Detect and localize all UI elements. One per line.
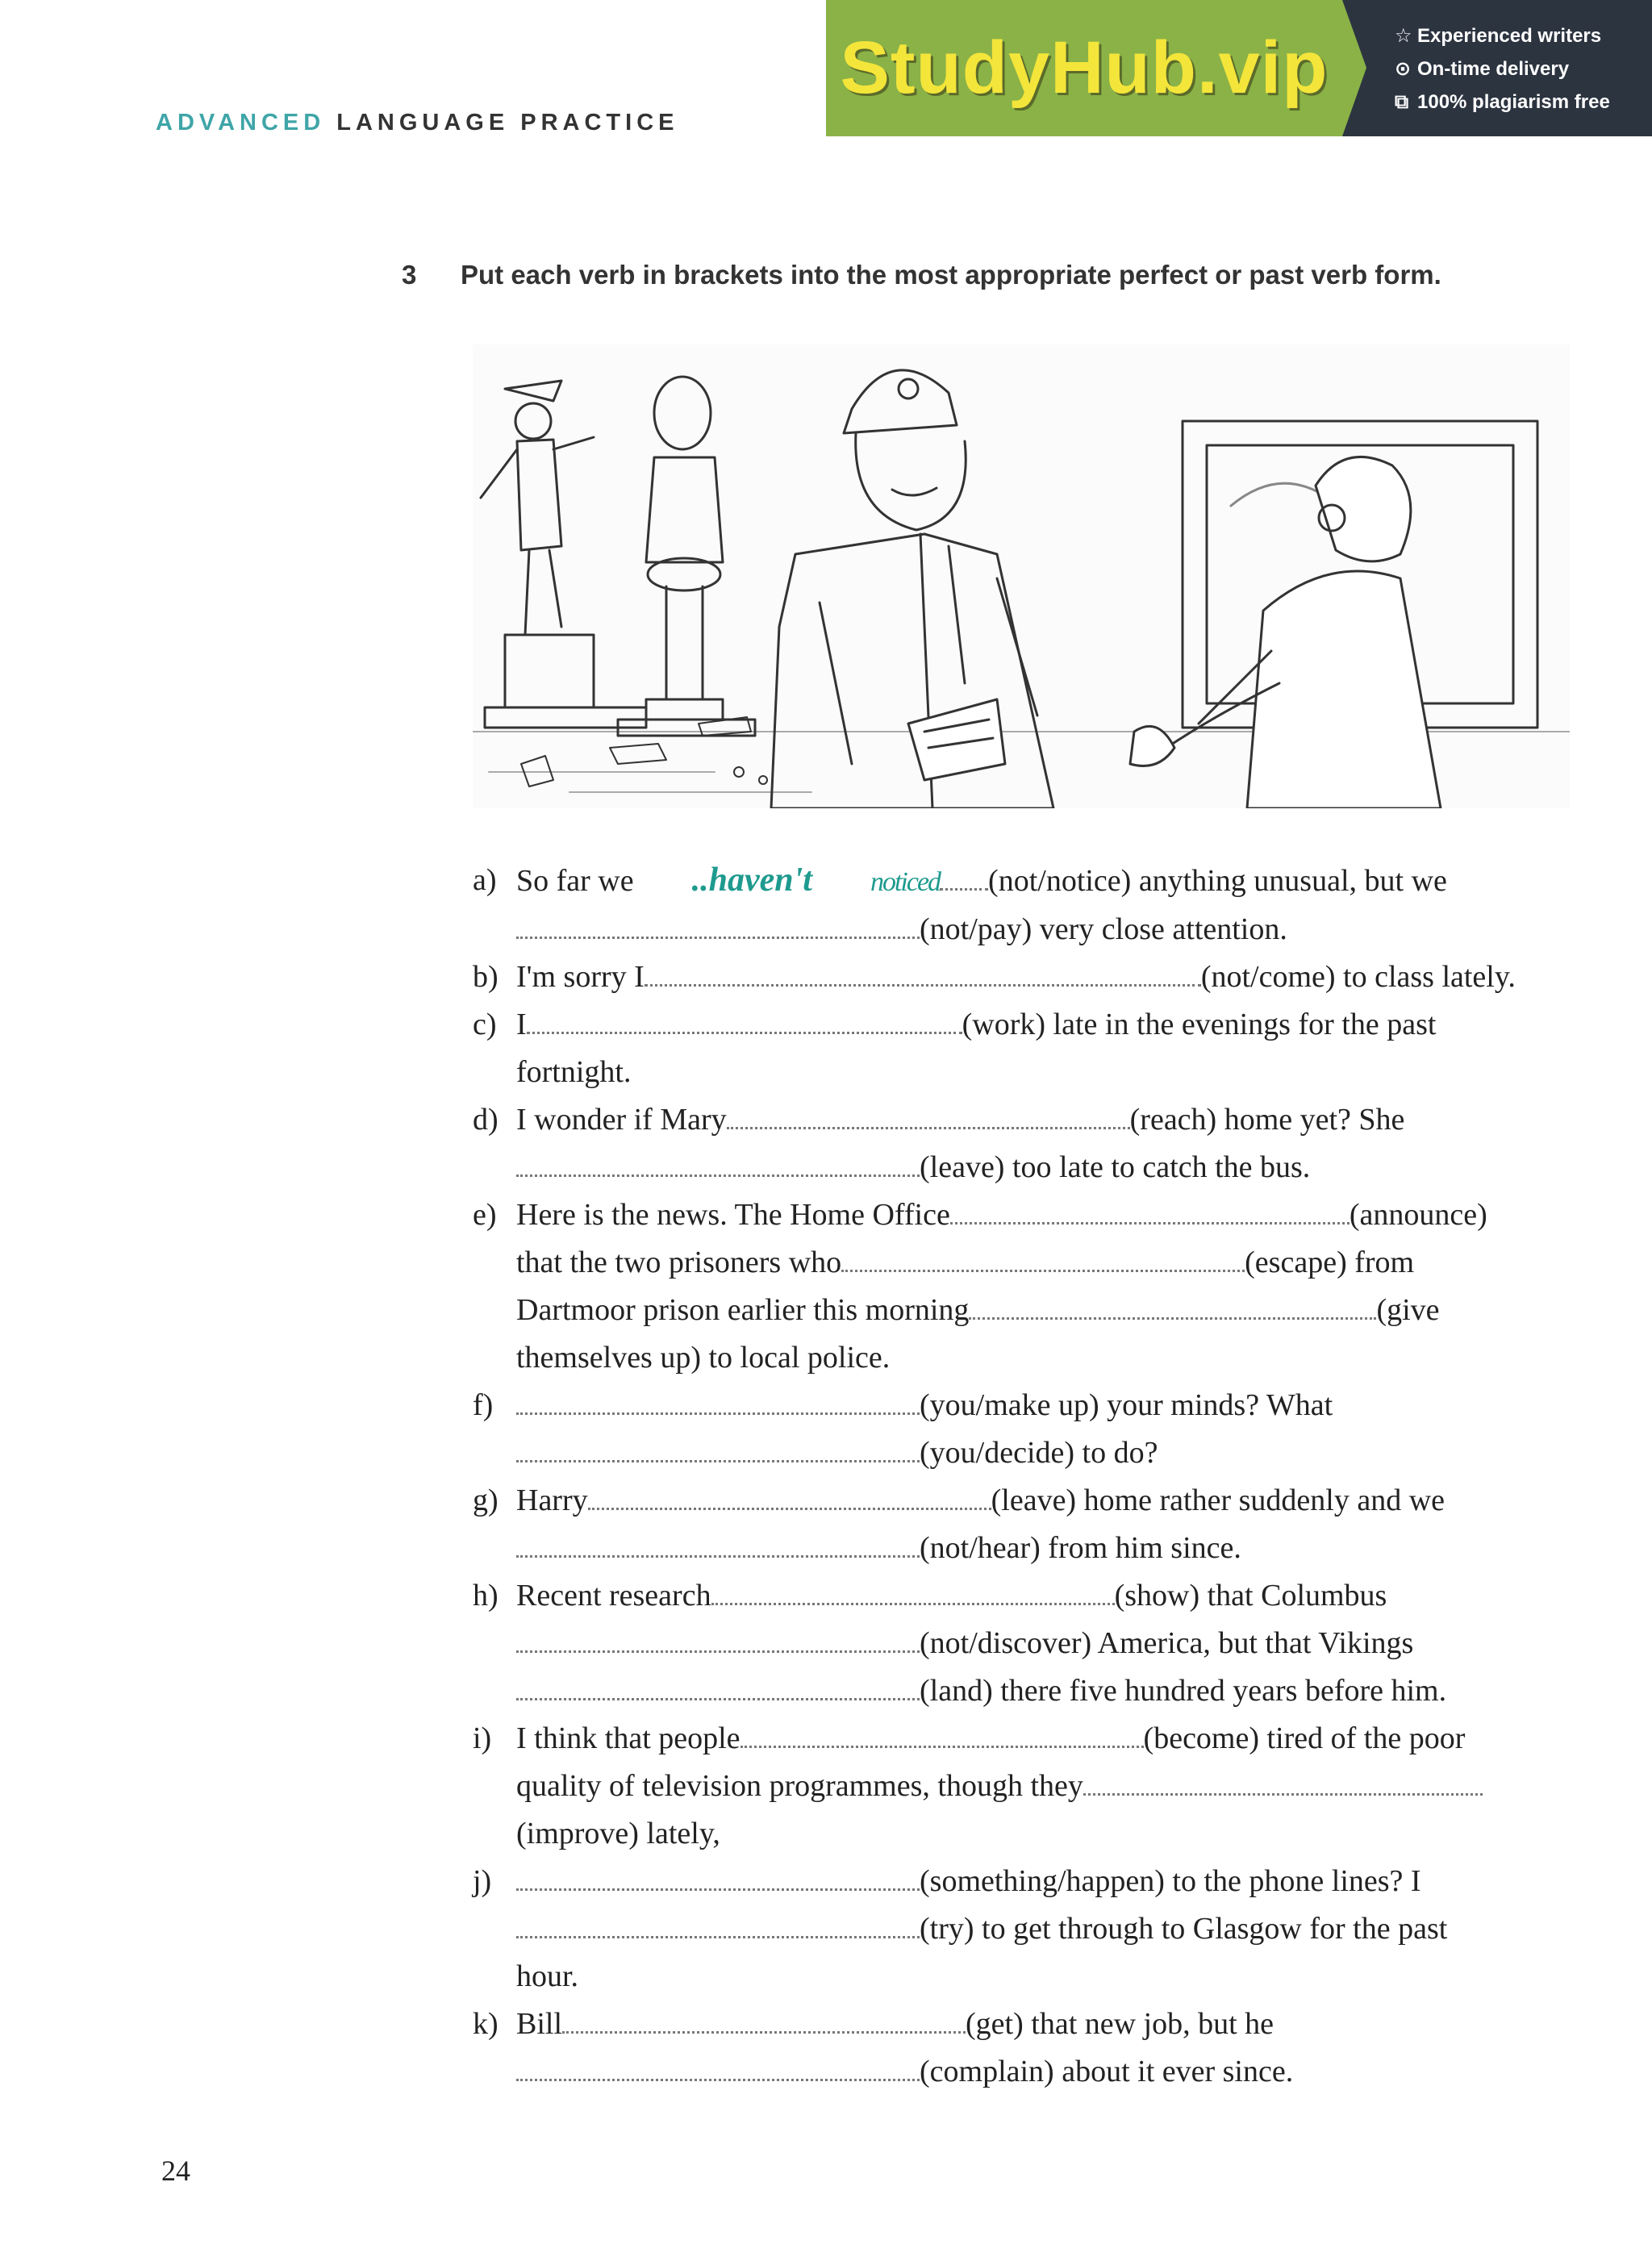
item-text: (get) that new job, but he — [966, 2007, 1274, 2041]
answer-blank[interactable] — [950, 1204, 1350, 1225]
item-text: (you/decide) to do? — [920, 1436, 1158, 1470]
item-text: (leave) home rather suddenly and we — [991, 1483, 1445, 1517]
studyhub-banner[interactable] — [826, 0, 1652, 136]
exercise-instruction: Put each verb in brackets into the most appropriate perfect or past verb form. — [461, 260, 1441, 290]
item-text: (improve) lately, — [516, 1817, 720, 1850]
book-title-rest: LANGUAGE PRACTICE — [336, 110, 679, 136]
item-label: b) — [473, 960, 499, 994]
answer-blank[interactable] — [940, 870, 988, 891]
item-label: j) — [473, 1864, 492, 1898]
item-text: So far we — [516, 864, 634, 898]
item-text: (not/notice) anything unusual, but we — [988, 864, 1447, 898]
answer-blank[interactable] — [516, 1871, 920, 1891]
exercise-number: 3 — [402, 260, 417, 290]
item-text: fortnight. — [516, 1055, 632, 1089]
item-text: I think that people — [516, 1721, 740, 1755]
exercise-heading — [402, 260, 1587, 290]
answer-blank[interactable] — [527, 1014, 962, 1034]
item-text: Bill — [516, 2007, 563, 2041]
item-label: h) — [473, 1579, 499, 1613]
answer-blank[interactable] — [740, 1728, 1144, 1748]
answer-blank[interactable] — [516, 1633, 920, 1653]
item-text: Here is the news. The Home Office — [516, 1198, 950, 1232]
exercise-item-e — [473, 1191, 1570, 1382]
studyhub-logo-text: StudyHub.vip — [840, 27, 1329, 109]
clock-icon: ⊙ — [1395, 58, 1412, 80]
item-text: Recent research — [516, 1579, 711, 1613]
banner-features — [1342, 0, 1652, 136]
handwritten-answer: noticed — [870, 867, 941, 897]
feature-item — [1395, 19, 1652, 52]
answer-blank[interactable] — [516, 1680, 920, 1700]
studyhub-logo[interactable] — [826, 0, 1342, 136]
handwritten-answer: ..haven't — [691, 862, 812, 899]
item-text: (something/happen) to the phone lines? I — [920, 1864, 1421, 1898]
item-text: (work) late in the evenings for the past — [962, 1008, 1437, 1041]
answer-blank[interactable] — [516, 1395, 920, 1415]
item-text: quality of television programmes, though they — [516, 1769, 1083, 1803]
document-copy-icon: ⧉ — [1395, 91, 1409, 113]
item-label: g) — [473, 1483, 499, 1517]
item-text: (land) there five hundred years before him. — [920, 1674, 1447, 1708]
item-text: (not/discover) America, but that Vikings — [920, 1626, 1414, 1660]
answer-blank[interactable] — [727, 1109, 1130, 1129]
answer-blank[interactable] — [588, 1490, 991, 1510]
item-text: Dartmoor prison earlier this morning — [516, 1293, 970, 1327]
item-label: d) — [473, 1103, 499, 1137]
answer-blank[interactable] — [645, 966, 1201, 987]
exercise-item-c — [473, 1001, 1570, 1096]
item-label: f) — [473, 1388, 494, 1422]
item-text: I — [516, 1008, 527, 1041]
answer-blank[interactable] — [516, 1918, 920, 1938]
answer-blank[interactable] — [516, 1157, 920, 1177]
item-label: e) — [473, 1198, 497, 1232]
item-text: (not/come) to class lately. — [1200, 960, 1516, 994]
exercise-items — [473, 857, 1570, 2096]
exercise-item-g — [473, 1477, 1570, 1572]
item-text: (try) to get through to Glasgow for the past — [920, 1912, 1448, 1946]
item-text: (show) that Columbus — [1114, 1579, 1387, 1613]
item-text: (announce) — [1349, 1198, 1487, 1232]
item-text: Harry — [516, 1483, 588, 1517]
item-text: that the two prisoners who — [516, 1245, 842, 1279]
feature-label: 100% plagiarism free — [1417, 91, 1610, 113]
item-text: (not/hear) from him since. — [920, 1531, 1241, 1565]
exercise-item-a — [473, 857, 1570, 953]
exercise-item-f — [473, 1382, 1570, 1477]
item-text: (not/pay) very close attention. — [920, 912, 1287, 946]
item-label: c) — [473, 1008, 497, 1041]
item-text: I wonder if Mary — [516, 1103, 727, 1137]
item-text: (become) tired of the poor — [1143, 1721, 1466, 1755]
answer-blank[interactable] — [841, 1252, 1245, 1272]
answer-blank[interactable] — [516, 919, 920, 939]
item-label: a) — [473, 863, 497, 897]
exercise-item-j — [473, 1858, 1570, 2001]
book-title — [156, 110, 679, 136]
item-text: (reach) home yet? She — [1129, 1103, 1405, 1137]
answer-blank[interactable] — [516, 2061, 920, 2081]
feature-item — [1395, 86, 1652, 119]
item-label: k) — [473, 2007, 499, 2041]
answer-blank[interactable] — [516, 1537, 920, 1558]
feature-label: Experienced writers — [1417, 25, 1602, 47]
page-number: 24 — [161, 2155, 190, 2187]
exercise-item-d — [473, 1096, 1570, 1191]
item-text: (escape) from — [1245, 1245, 1415, 1279]
item-text: (complain) about it ever since. — [920, 2055, 1294, 2088]
answer-blank[interactable] — [969, 1300, 1376, 1320]
answer-blank[interactable] — [516, 1442, 920, 1462]
police-officer-illustration — [473, 344, 1570, 808]
exercise-item-i — [473, 1715, 1570, 1858]
book-title-accent: ADVANCED — [156, 110, 326, 136]
item-text: themselves up) to local police. — [516, 1341, 891, 1375]
item-text: (leave) too late to catch the bus. — [920, 1150, 1311, 1184]
banner-arrow-shape — [1342, 0, 1366, 136]
item-text: I'm sorry I — [516, 960, 645, 994]
answer-blank[interactable] — [562, 2013, 966, 2034]
answer-blank[interactable] — [1083, 1775, 1483, 1796]
star-icon: ☆ — [1395, 25, 1412, 47]
feature-item — [1395, 52, 1652, 86]
item-text: (give — [1376, 1293, 1440, 1327]
item-label: i) — [473, 1721, 492, 1755]
item-text: hour. — [516, 1959, 579, 1993]
feature-label: On-time delivery — [1417, 58, 1570, 80]
exercise-item-k — [473, 2001, 1570, 2096]
exercise-item-h — [473, 1572, 1570, 1715]
exercise-item-b — [473, 953, 1570, 1001]
item-text: (you/make up) your minds? What — [920, 1388, 1333, 1422]
answer-blank[interactable] — [711, 1585, 1115, 1605]
